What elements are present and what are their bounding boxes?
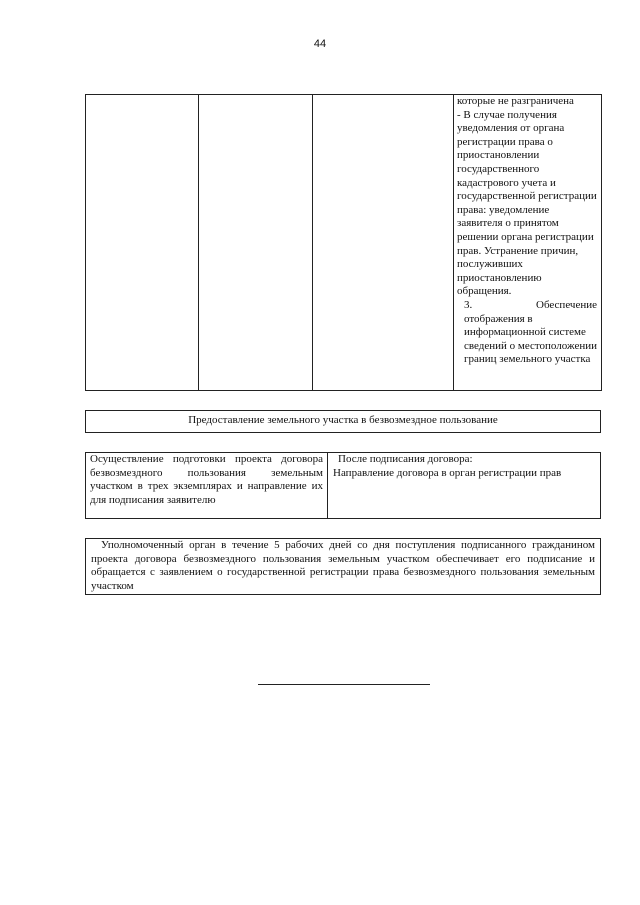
page-number: 44 [313,38,327,50]
continuation-table [85,94,602,391]
item-3-first-word: Обеспечение [536,298,597,311]
item-3 [457,299,597,367]
step-final-registration [85,538,601,595]
step-final-registration-text: Уполномоченный орган в течение 5 рабочих дней со дня поступления подписанного гражданином проекта договора безвозмездного пользования земельным участком обеспечивает его подписание и обращается с заявлением о государственной регистрации права безвозмездного пользования земельным участком [91,539,595,592]
footer-divider [258,684,430,685]
cell-paragraph: - В случае получения уведомления от органа регистрации права о приостановлении государственного кадастрового учета и государственной регистрации права: уведомление заявителя о принятом решении органа регистрации прав. Устранение причин, послуживших приостановлению обращения. [457,108,597,298]
section-title: Предоставление земельного участка в безвозмездное пользование [188,414,498,426]
cell-paragraph: которые не разграничена [457,95,574,107]
table-cell-4 [454,95,602,391]
step-prepare-contract [85,452,328,519]
step-after-signing-line2: Направление договора в орган регистрации прав [333,466,562,479]
item-3-heading [464,299,597,313]
item-3-number: 3. [464,298,473,311]
section-title-box [85,410,601,433]
step-after-signing-line1: После подписания договора: [338,453,473,465]
step-after-signing [327,452,601,519]
table-cell-3 [313,95,454,391]
table-row [86,95,602,391]
item-3-text: отображения в информационной системе сведений о местоположении границ земельного участка [464,312,598,366]
table-cell-1 [86,95,199,391]
step-prepare-contract-text: Осуществление подготовки проекта договора безвозмездного пользования земельным участком в трех экземплярах и направление их для подписания заявителю [90,453,323,506]
table-cell-2 [199,95,313,391]
